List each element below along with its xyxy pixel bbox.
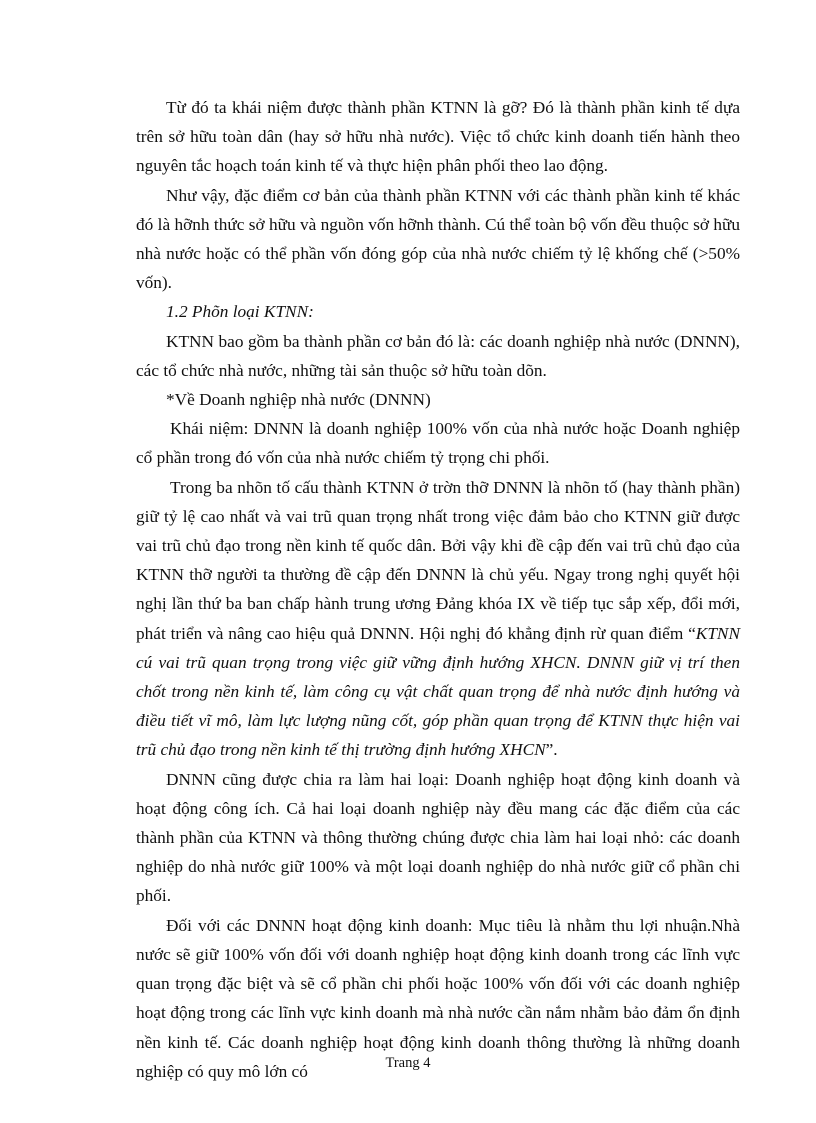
paragraph-ktnn-components: KTNN bao gồm ba thành phần cơ bản đó là: các doanh nghiệp nhà nước (DNNN), các tổ chức nhà nước, những tài sản thuộc sở hữu toàn dõn.: [136, 331, 740, 380]
dnnn-role-text: Trong ba nhõn tố cấu thành KTNN ở trờn thỡ DNNN là nhõn tố (hay thành phần) giữ tỷ lệ cao nhất và vai trũ quan trọng nhất trong việc đảm bảo cho KTNN giữ được vai trũ chủ đạo trong nền kinh tế quốc dân. Bởi vậy khi đề cập đến vai trũ chủ đạo của KTNN thỡ người ta thường đề cập đến DNNN là chủ yếu. Ngay trong nghị quyết hội nghị lần thứ ba ban chấp hành trung ương Đảng khóa IX về tiếp tục sắp xếp, đổi mới, phát triển và nâng cao hiệu quả DNNN. Hội nghị đó khẳng định rừ quan điểm “: [136, 477, 740, 643]
paragraph-dnnn-business: Đối với các DNNN hoạt động kinh doanh: Mục tiêu là nhằm thu lợi nhuận.Nhà nước sẽ giữ 100% vốn đối với doanh nghiệp hoạt động kinh doanh trong các lĩnh vực quan trọng đặc biệt và sẽ cổ phần chi phối hoặc 100% vốn đối với các doanh nghiệp hoạt động trong các lĩnh vực kinh doanh mà nhà nước cần nắm nhằm bảo đảm ổn định nền kinh tế. Các doanh nghiệp hoạt động kinh doanh thông thường là những doanh nghiệp có quy mô lớn có: [136, 915, 740, 1081]
page-body: [136, 93, 740, 1086]
paragraph-ktnn-characteristics: Như vậy, đặc điểm cơ bản của thành phần KTNN với các thành phần kinh tế khác đó là hỡnh thức sở hữu và nguồn vốn hỡnh thành. Cú thể toàn bộ vốn đều thuộc sở hữu nhà nước hoặc có thể phần vốn đóng góp của nhà nước chiếm tỷ lệ khống chế (>50% vốn).: [136, 185, 740, 293]
quoted-resolution-text: KTNN cú vai trũ quan trọng trong việc giữ vững định hướng XHCN. DNNN giữ vị trí then chốt trong nền kinh tế, làm công cụ vật chất quan trọng để nhà nước định hướng và điều tiết vĩ mô, làm lực lượng nũng cốt, góp phần quan trọng để KTNN thực hiện vai trũ chủ đạo trong nền kinh tế thị trường định hướng XHCN: [136, 623, 740, 760]
paragraph-ktnn-concept: Từ đó ta khái niệm được thành phần KTNN là gỡ? Đó là thành phần kinh tế dựa trên sở hữu toàn dân (hay sở hữu nhà nước). Việc tổ chức kinh doanh tiến hành theo nguyên tắc hoạch toán kinh tế và thực hiện phân phối theo lao động.: [136, 98, 740, 176]
paragraph-dnnn-role: [136, 473, 740, 765]
quote-close: ”.: [545, 740, 558, 760]
paragraph-dnnn-definition: Khái niệm: DNNN là doanh nghiệp 100% vốn của nhà nước hoặc Doanh nghiệp cổ phần trong đó vốn của nhà nước chiếm tỷ trọng chi phối.: [136, 419, 740, 468]
paragraph-dnnn-types: DNNN cũng được chia ra làm hai loại: Doanh nghiệp hoạt động kinh doanh và hoạt động công ích. Cả hai loại doanh nghiệp này đều mang các đặc điểm của các thành phần của KTNN và thông thường chúng được chia làm hai loại nhỏ: các doanh nghiệp do nhà nước giữ 100% và một loại doanh nghiệp do nhà nước giữ cổ phần chi phối.: [136, 769, 740, 906]
page-number-footer: Trang 4: [385, 1055, 431, 1071]
section-heading-classification: 1.2 Phõn loại KTNN:: [166, 302, 314, 322]
subheading-dnnn: *Về Doanh nghiệp nhà nước (DNNN): [166, 390, 431, 410]
